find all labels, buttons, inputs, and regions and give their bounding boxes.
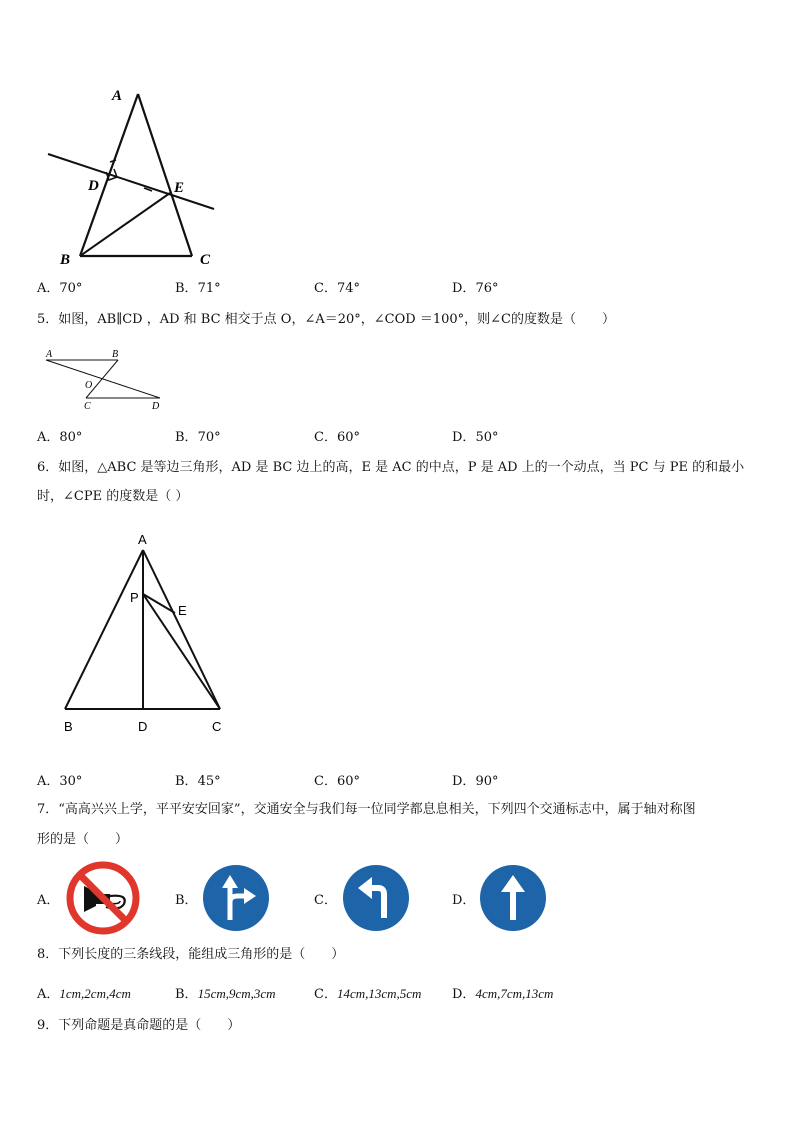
q9-stem: 9．下列命题是真命题的是（ ） bbox=[37, 1018, 241, 1033]
q7-option-b-label: B． bbox=[175, 893, 198, 908]
q6-label-c: C bbox=[212, 719, 222, 734]
q4-label-a: A bbox=[112, 88, 123, 104]
q5-option-b[interactable]: B．70° bbox=[175, 430, 221, 445]
q6-option-b[interactable]: B．45° bbox=[175, 774, 221, 789]
q7-stem-line1: 7．“高高兴兴上学，平平安安回家”，交通安全与我们每一位同学都息息相关，下列四个交通标志中，属于轴对称图 bbox=[37, 802, 696, 817]
q7-option-c-label: C． bbox=[314, 893, 337, 908]
q4-option-c[interactable]: C．74° bbox=[314, 281, 360, 296]
q5-option-c[interactable]: C．60° bbox=[314, 430, 360, 445]
q5-option-a[interactable]: A．80° bbox=[37, 430, 83, 445]
q5-parallel-lines-figure bbox=[40, 346, 170, 412]
straight-or-right-sign-icon[interactable] bbox=[202, 864, 270, 932]
q6-equilateral-triangle-figure bbox=[50, 528, 240, 738]
q6-option-a[interactable]: A．30° bbox=[37, 774, 83, 789]
no-horn-sign-icon[interactable] bbox=[66, 861, 140, 935]
q8-option-d[interactable]: D．4cm,7cm,13cm bbox=[452, 986, 554, 1002]
q6-label-p: P bbox=[130, 590, 139, 605]
q4-label-d: D bbox=[88, 178, 99, 194]
q8-option-b[interactable]: B．15cm,9cm,3cm bbox=[175, 986, 276, 1002]
q5-stem: 5．如图，AB∥CD ，AD 和 BC 相交于点 O，∠A＝20°，∠COD ＝100°，则∠C的度数是（ ） bbox=[37, 312, 615, 327]
q4-option-a[interactable]: A．70° bbox=[37, 281, 83, 296]
q5-option-d[interactable]: D．50° bbox=[452, 430, 499, 445]
q6-option-c[interactable]: C．60° bbox=[314, 774, 360, 789]
q5-label-c: C bbox=[84, 401, 91, 412]
q5-label-d: D bbox=[152, 401, 160, 412]
q6-stem-line2: 时，∠CPE 的度数是（ ） bbox=[37, 489, 189, 504]
q6-option-d[interactable]: D．90° bbox=[452, 774, 499, 789]
q4-option-b[interactable]: B．71° bbox=[175, 281, 221, 296]
q4-triangle-figure bbox=[40, 80, 230, 270]
q7-option-d-label: D． bbox=[452, 893, 476, 908]
q6-label-a: A bbox=[138, 532, 147, 547]
q8-option-a[interactable]: A．1cm,2cm,4cm bbox=[37, 986, 131, 1002]
q6-label-d: D bbox=[138, 719, 148, 734]
q6-stem-line1: 6．如图，△ABC 是等边三角形，AD 是 BC 边上的高，E 是 AC 的中点，P 是 AD 上的一个动点，当 PC 与 PE 的和最小 bbox=[37, 460, 745, 475]
q4-option-d[interactable]: D．76° bbox=[452, 281, 499, 296]
q7-stem-line2: 形的是（ ） bbox=[37, 832, 129, 847]
q4-label-c: C bbox=[200, 252, 211, 268]
q6-label-b: B bbox=[64, 719, 73, 734]
q4-label-b: B bbox=[60, 252, 71, 268]
q4-label-e: E bbox=[174, 180, 185, 196]
straight-ahead-sign-icon[interactable] bbox=[479, 864, 547, 932]
q8-option-c[interactable]: C．14cm,13cm,5cm bbox=[314, 986, 422, 1002]
q5-label-b: B bbox=[112, 349, 119, 360]
q6-label-e: E bbox=[178, 603, 187, 618]
q8-stem: 8．下列长度的三条线段，能组成三角形的是（ ） bbox=[37, 947, 345, 962]
turn-left-sign-icon[interactable] bbox=[342, 864, 410, 932]
q5-label-o: O bbox=[85, 380, 93, 391]
q5-label-a: A bbox=[46, 349, 53, 360]
q7-option-a-label: A． bbox=[37, 893, 60, 908]
